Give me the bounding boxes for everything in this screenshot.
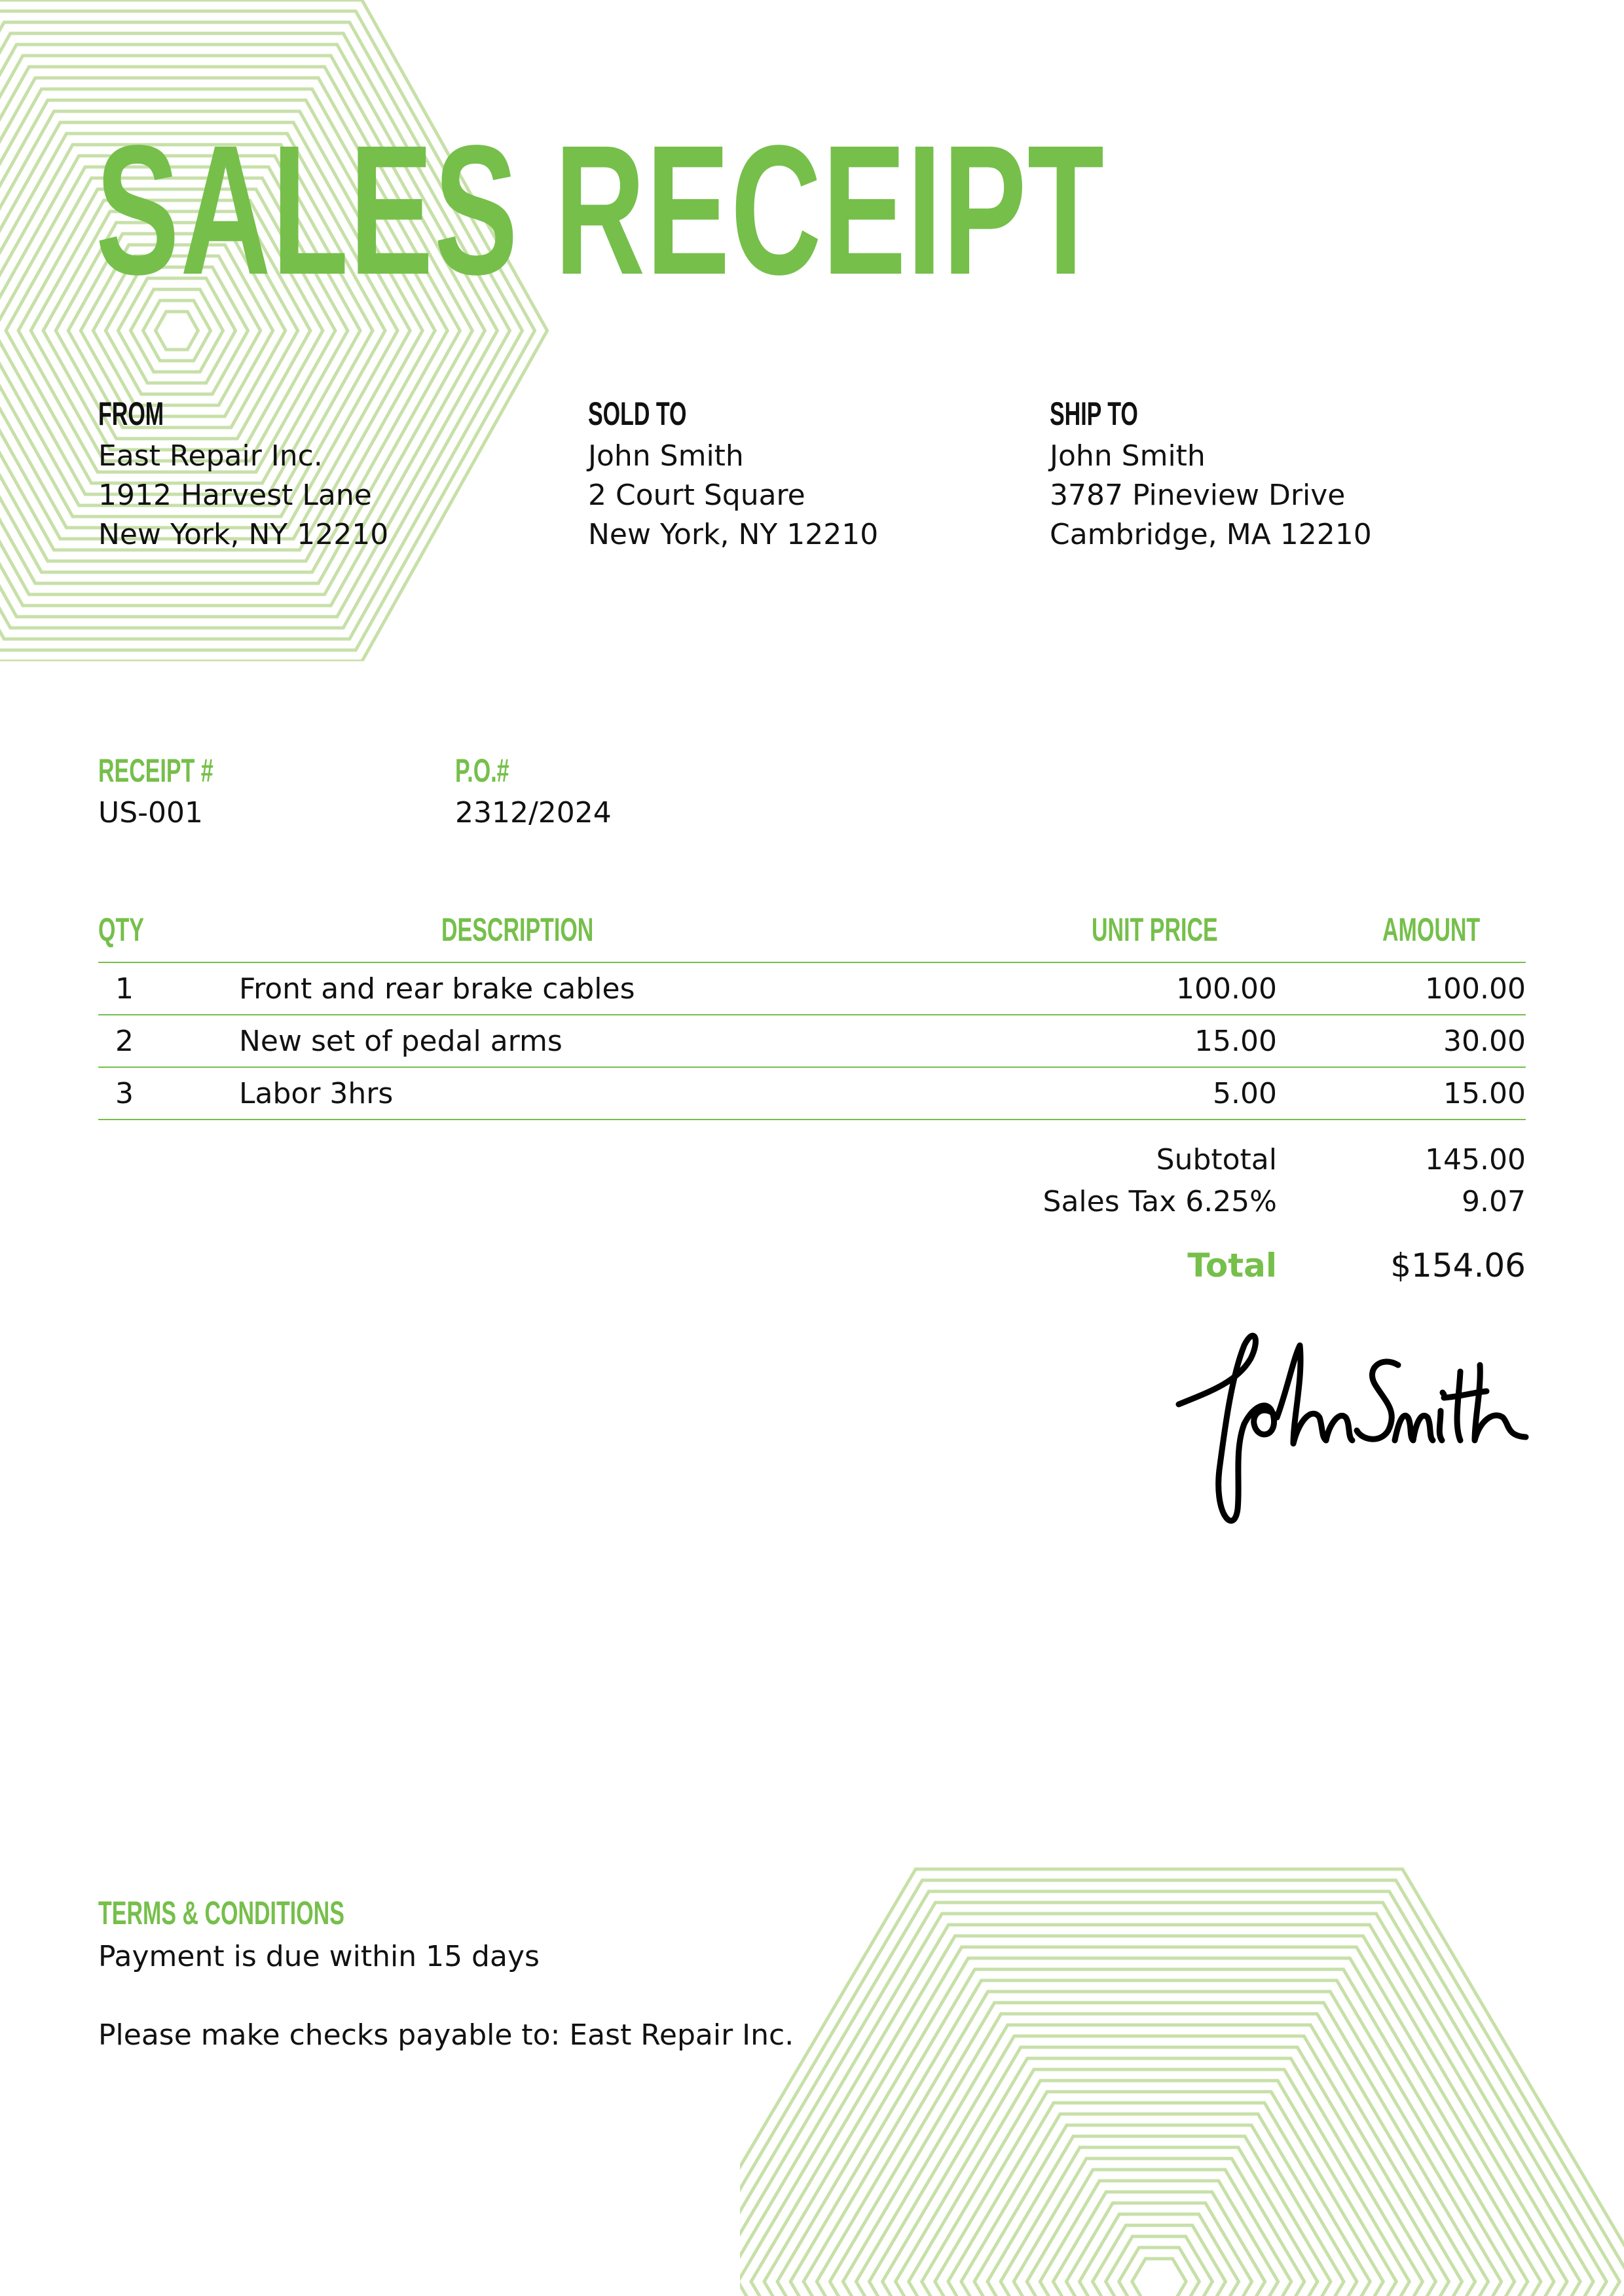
- from-address: [98, 396, 388, 555]
- item-qty: 2: [98, 1015, 239, 1067]
- item-qty: 3: [98, 1067, 239, 1120]
- receipt-number-label: RECEIPT #: [98, 752, 213, 789]
- sold-to-heading: SOLD TO: [588, 395, 687, 432]
- ship-to-line: 3787 Pineview Drive: [1050, 479, 1346, 512]
- sold-to-address: [588, 396, 878, 555]
- unit-price-header-label: UNIT PRICE: [1091, 911, 1218, 948]
- po-number: [455, 753, 612, 833]
- total-row: [871, 1243, 1526, 1288]
- terms-heading: TERMS & CONDITIONS: [98, 1895, 344, 1931]
- tax-label: Sales Tax 6.25%: [1043, 1185, 1277, 1218]
- from-line: East Repair Inc.: [98, 439, 323, 473]
- tax-value: 9.07: [1462, 1185, 1526, 1218]
- sold-to-line: John Smith: [588, 439, 744, 473]
- receipt-number: [98, 753, 267, 833]
- sold-to-line: 2 Court Square: [588, 479, 805, 512]
- item-description: Labor 3hrs: [239, 1067, 868, 1120]
- table-header-row: [98, 913, 1526, 962]
- item-unit-price: 100.00: [868, 962, 1277, 1015]
- po-number-label: P.O.#: [455, 752, 509, 789]
- signature: [1172, 1319, 1532, 1542]
- sold-to-line: New York, NY 12210: [588, 518, 879, 551]
- table-row: [98, 1067, 1526, 1120]
- total-label: Total: [1187, 1247, 1277, 1285]
- qty-header-label: QTY: [98, 911, 144, 948]
- terms-line: Please make checks payable to: East Repair Inc.: [98, 2018, 794, 2052]
- subtotal-label: Subtotal: [1156, 1143, 1277, 1176]
- ship-to-heading: SHIP TO: [1050, 395, 1138, 432]
- item-amount: 100.00: [1277, 962, 1526, 1015]
- amount-header-label: AMOUNT: [1382, 911, 1480, 948]
- total-value: $154.06: [1390, 1247, 1526, 1285]
- from-line: 1912 Harvest Lane: [98, 479, 372, 512]
- item-amount: 15.00: [1277, 1067, 1526, 1120]
- po-number-value: 2312/2024: [455, 796, 612, 829]
- tax-row: [871, 1181, 1526, 1223]
- terms-section: [98, 1895, 794, 2055]
- unit-price-header: [868, 913, 1277, 962]
- totals-section: [871, 1139, 1526, 1288]
- item-amount: 30.00: [1277, 1015, 1526, 1067]
- item-qty: 1: [98, 962, 239, 1015]
- terms-line: Payment is due within 15 days: [98, 1940, 540, 1973]
- item-unit-price: 15.00: [868, 1015, 1277, 1067]
- hexagon-pattern-top: [0, 0, 727, 661]
- receipt-number-value: US-001: [98, 796, 203, 829]
- ship-to-line: Cambridge, MA 12210: [1050, 518, 1372, 551]
- description-header-label: DESCRIPTION: [441, 911, 594, 948]
- hexagon-pattern-bottom: [740, 1853, 1624, 2296]
- subtotal-row: [871, 1139, 1526, 1181]
- item-description: Front and rear brake cables: [239, 962, 868, 1015]
- amount-header: [1277, 913, 1526, 962]
- item-unit-price: 5.00: [868, 1067, 1277, 1120]
- qty-header: [98, 913, 239, 962]
- description-header: [239, 913, 868, 962]
- document-title: SALES RECEIPT: [96, 107, 1105, 313]
- item-description: New set of pedal arms: [239, 1015, 868, 1067]
- ship-to-line: John Smith: [1050, 439, 1206, 473]
- subtotal-value: 145.00: [1425, 1143, 1526, 1176]
- from-line: New York, NY 12210: [98, 518, 389, 551]
- table-row: [98, 962, 1526, 1015]
- ship-to-address: [1050, 396, 1372, 555]
- line-items-table: [98, 913, 1526, 1120]
- from-heading: FROM: [98, 395, 164, 432]
- table-row: [98, 1015, 1526, 1067]
